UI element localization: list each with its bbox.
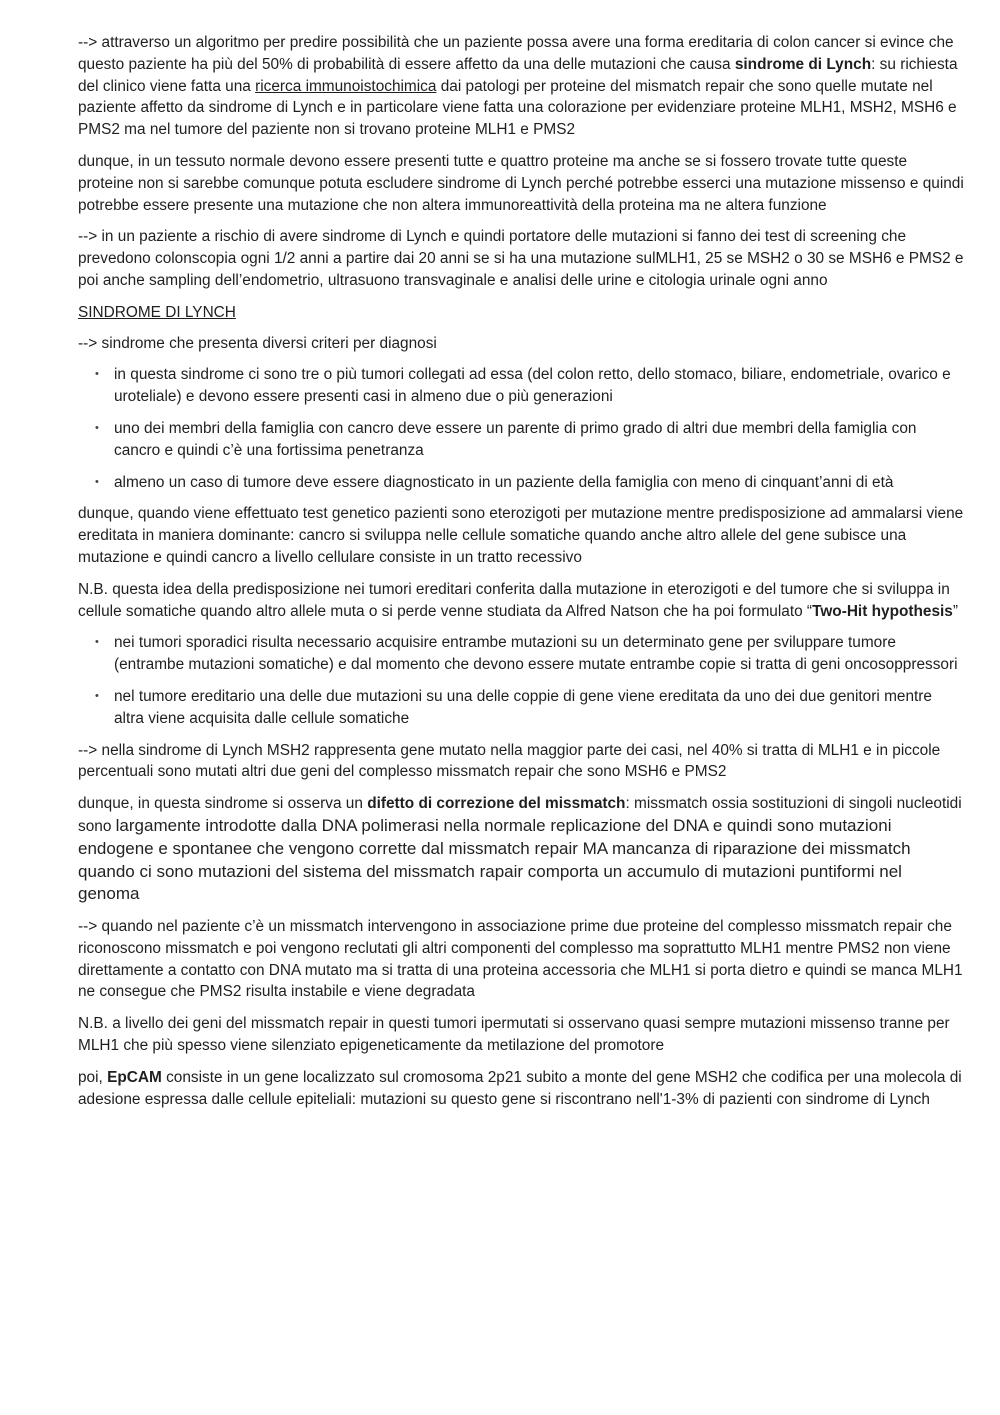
- text: consiste in un gene localizzato sul cromosoma 2p21 subito a monte del gene MSH2 che codifica per una molecola di adesione espressa dalle cellule epiteliali: mutazioni su questo gene si riscontrano nell'1-3% di pazienti con sindrome di Lynch: [78, 1068, 962, 1108]
- text: N.B. questa idea della predisposizione nei tumori ereditari conferita dalla mutazione in eterozigoti e del tumore che si sviluppa in cellule somatiche quando altro allele muta o si perde venne studiata da Alfred Natson che ha poi formulato “: [78, 580, 950, 620]
- paragraph-genetic-test: dunque, quando viene effettuato test genetico pazienti sono eterozigoti per mutazione mentre predisposizione ad ammalarsi viene ereditata in maniera dominante: cancro si sviluppa nelle cellule somatiche quando anche altro allele del gene subisce una mutazione e quindi cancro a livello cellulare consiste in un tratto recessivo: [78, 505, 964, 566]
- two-hit-list: [78, 632, 964, 729]
- section-heading: SINDROME DI LYNCH: [78, 303, 236, 321]
- paragraph-normal-tissue: dunque, in un tessuto normale devono essere presenti tutte e quattro proteine ma anche se si fossero trovate tutte queste proteine non si sarebbe comunque potuta escludere sindrome di Lynch perché potrebbe esserci una mutazione missenso e quindi potrebbe essere presente una mutazione che non altera immunoreattività della proteina ma ne altera funzione: [78, 152, 964, 214]
- paragraph-mismatch-proteins: --> quando nel paziente c’è un missmatch intervengono in associazione prime due proteine del complesso missmatch repair che riconoscono missmatch e poi vengono reclutati gli altri componenti del complesso ma soprattutto MLH1 mentre PMS2 non viene direttamente a contatto con DNA mutato ma si tratta di una proteina accessoria che MLH1 si porta dietro e quindi se manca MLH1 ne consegue che PMS2 risulta instabile e viene degradata: [78, 918, 963, 1001]
- text: dai patologi per proteine del mismatch repair che sono quelle mutate nel paziente affetto da sindrome di Lynch e in particolare viene fatta una colorazione per evidenziare proteine MLH1, MSH2, MSH6 e PMS2 ma nel tumore del paziente non si trovano proteine MLH1 e PMS2: [78, 77, 957, 139]
- underlined-term: ricerca immunoistochimica: [255, 77, 437, 95]
- list-item: • nel tumore ereditario una delle due mutazioni su una delle coppie di gene viene ereditata da uno dei due genitori mentre altra viene acquisita dalle cellule somatiche: [114, 686, 964, 730]
- list-item: • nei tumori sporadici risulta necessario acquisire entrambe mutazioni su un determinato gene per sviluppare tumore (entrambe mutazioni somatiche) e dal momento che devono essere mutate entrambe copie si tratta di geni oncosoppressori: [114, 632, 964, 676]
- paragraph-mismatch-defect: [78, 793, 964, 906]
- paragraph-two-hit: [78, 579, 964, 623]
- bold-term: sindrome di Lynch: [734, 55, 872, 73]
- text: dunque, in questa sindrome si osserva un: [78, 795, 368, 813]
- paragraph-epcam: [78, 1067, 964, 1111]
- text: : su richiesta del clinico viene fatta una: [78, 55, 958, 95]
- list-item: • almeno un caso di tumore deve essere diagnosticato in un paziente della famiglia con meno di cinquant’anni di età: [114, 472, 964, 494]
- text: poi,: [78, 1068, 108, 1086]
- document-page: [78, 32, 964, 1120]
- list-item: • in questa sindrome ci sono tre o più tumori collegati ad essa (del colon retto, dello stomaco, biliare, endometriale, ovarico e uroteliale) e devono essere presenti casi in almeno due o più generazioni: [114, 364, 964, 408]
- paragraph-msh2: --> nella sindrome di Lynch MSH2 rappresenta gene mutato nella maggior parte dei casi, nel 40% si tratta di MLH1 e in piccole percentuali sono mutati altri due geni del complesso missmatch repair che sono MSH6 e PMS2: [78, 741, 941, 781]
- bold-term: Two-Hit hypothesis: [812, 602, 953, 620]
- text: ”: [952, 602, 958, 620]
- paragraph-screening: --> in un paziente a rischio di avere sindrome di Lynch e quindi portatore delle mutazioni si fanno dei test di screening che prevedono colonscopia ogni 1/2 anni a partire dai 20 anni se si ha una mutazione sulMLH1, 25 se MSH2 o 30 se MSH6 e PMS2 e poi anche sampling dell’endometrio, ultrasuono transvaginale e analisi delle urine e citologia urinale ogni anno: [78, 228, 964, 289]
- criteria-list: [78, 364, 964, 493]
- paragraph-criteria-intro: --> sindrome che presenta diversi criteri per diagnosi: [78, 334, 437, 352]
- bold-term: difetto di correzione del missmatch: [367, 795, 626, 813]
- bold-term: EpCAM: [107, 1068, 162, 1086]
- paragraph-missense: N.B. a livello dei geni del missmatch repair in questi tumori ipermutati si osservano quasi sempre mutazioni missenso tranne per MLH1 che più spesso viene silenziato epigeneticamente da metilazione del promotore: [78, 1015, 950, 1055]
- text: largamente introdotte dalla DNA polimerasi nella normale replicazione del DNA e quindi sono mutazioni endogene e spontanee che vengono corrette dal missmatch repair MA mancanza di riparazione dei missmatch quando ci sono mutazioni del sistema del missmatch rapair comporta un accumulo di mutazioni puntiformi nel genoma: [78, 815, 911, 904]
- text: : missmatch ossia sostituzioni di singoli nucleotidi sono: [78, 795, 962, 835]
- text: --> attraverso un algoritmo per predire possibilità che un paziente possa avere una forma ereditaria di colon cancer si evince che questo paziente ha più del 50% di probabilità di essere affetto da una delle mutazioni che causa: [78, 34, 954, 73]
- list-item: • uno dei membri della famiglia con cancro deve essere un parente di primo grado di altri due membri della famiglia con cancro e quindi c’è una fortissima penetranza: [114, 418, 964, 462]
- paragraph-algorithm: [78, 32, 964, 141]
